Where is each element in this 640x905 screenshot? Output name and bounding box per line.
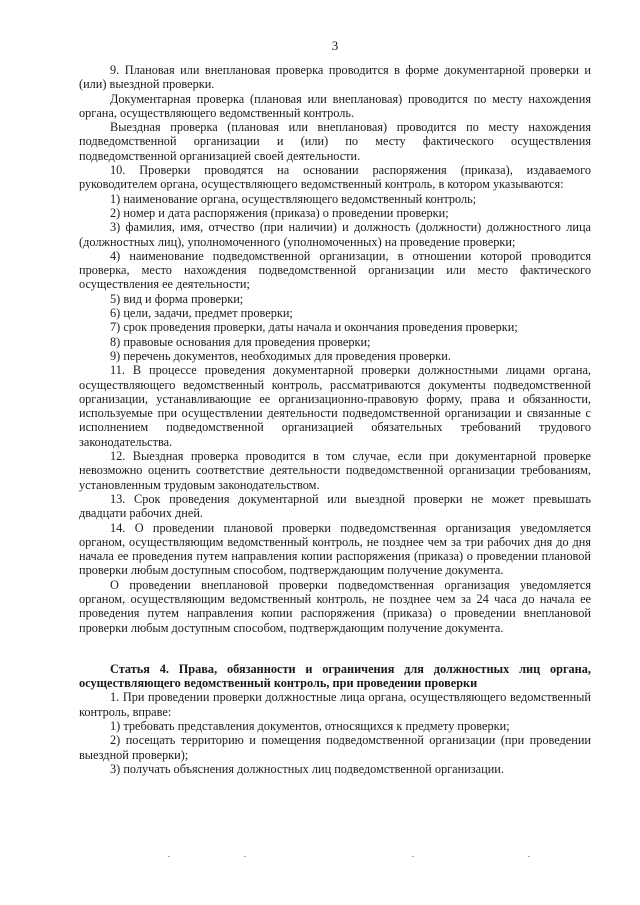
- list-item: 7) срок проведения проверки, даты начала и окончания проведения проверки;: [110, 320, 518, 335]
- paragraph: 1. При проведении проверки должностные лица органа, осуществляющего ведомственный контроль, вправе:: [79, 690, 591, 719]
- section-before-article: [79, 63, 591, 635]
- paragraph: 12. Выездная проверка проводится в том случае, если при документарной проверке невозможно оценить соответствие деятельности подведомственной организации требованиям, установленным трудовым законодательством.: [79, 449, 591, 492]
- scan-dot: [528, 856, 530, 857]
- list-item: 1) требовать представления документов, относящихся к предмету проверки;: [110, 719, 510, 734]
- document-page: [79, 38, 591, 776]
- list-item: 4) наименование подведомственной организации, в отношении которой проводится проверка, место нахождения подведомственной организации или место фактического осуществления ее деятельности;: [79, 248, 591, 292]
- list-item: 2) номер и дата распоряжения (приказа) о проведении проверки;: [110, 205, 449, 220]
- list-item: 6) цели, задачи, предмет проверки;: [110, 306, 293, 321]
- list-item: 2) посещать территорию и помещения подведомственной организации (при проведении выездной проверки);: [79, 733, 591, 762]
- paragraph: 14. О проведении плановой проверки подведомственная организация уведомляется органом, осуществляющим ведомственный контроль, не позднее чем за три рабочих дня до дня начала ее проведения путем направления копии распоряжения (приказа) о проведении плановой проверки любым доступным способом, подтверждающим получение документа.: [79, 520, 591, 578]
- paragraph: 10. Проверки проводятся на основании распоряжения (приказа), издаваемого руководителем органа, осуществляющего ведомственный контроль, в котором указываются:: [79, 163, 591, 192]
- paragraph: 9. Плановая или внеплановая проверка проводится в форме документарной проверки и (или) выездной проверки.: [79, 63, 591, 92]
- paragraph: Документарная проверка (плановая или внеплановая) проводится по месту нахождения органа, осуществляющего ведомственный контроль.: [79, 91, 591, 120]
- list-item: 3) получать объяснения должностных лиц подведомственной организации.: [110, 761, 504, 776]
- scan-dot: [412, 856, 414, 857]
- article-heading: Статья 4. Права, обязанности и ограничения для должностных лиц органа, осуществляющего ведомственный контроль, при проведении проверки: [79, 661, 591, 691]
- paragraph: О проведении внеплановой проверки подведомственная организация уведомляется органом, осуществляющим ведомственный контроль, не позднее чем за 24 часа до начала ее проведения путем направления копии распоряжения (приказа) о проведении внеплановой проверки любым доступным способом, подтверждающим получение документа.: [79, 577, 591, 635]
- paragraph: 11. В процессе проведения документарной проверки должностными лицами органа, осуществляющего ведомственный контроль, рассматриваются документы подведомственной организации, устанавливающие ее организационно-правовую форму, права и обязанности, используемые при осуществлении деятельности подведомственной организации и связанные с исполнением подведомственной организацией обязательных требований трудового законодательства.: [79, 363, 591, 449]
- scan-dot: [244, 856, 246, 857]
- page-number: 3: [331, 38, 339, 53]
- scan-dot: [168, 856, 170, 857]
- paragraph: Выездная проверка (плановая или внеплановая) проводится по месту нахождения подведомственной организации и (или) по месту фактического осуществления подведомственной организацией своей деятельности.: [79, 120, 591, 163]
- list-item: 3) фамилия, имя, отчество (при наличии) и должность (должности) должностного лица (должностных лиц), уполномоченного (уполномоченных) на проведение проверки;: [79, 220, 591, 249]
- list-item: 5) вид и форма проверки;: [110, 291, 244, 306]
- paragraph: 13. Срок проведения документарной или выездной проверки не может превышать двадцати рабочих дней.: [79, 491, 591, 521]
- list-item: 1) наименование органа, осуществляющего ведомственный контроль;: [110, 191, 477, 206]
- spacer: [79, 635, 591, 662]
- section-after-article: [79, 690, 591, 776]
- scan-artifacts: [0, 856, 640, 858]
- list-item: 8) правовые основания для проведения проверки;: [110, 334, 371, 349]
- list-item: 9) перечень документов, необходимых для проведения проверки.: [110, 348, 451, 363]
